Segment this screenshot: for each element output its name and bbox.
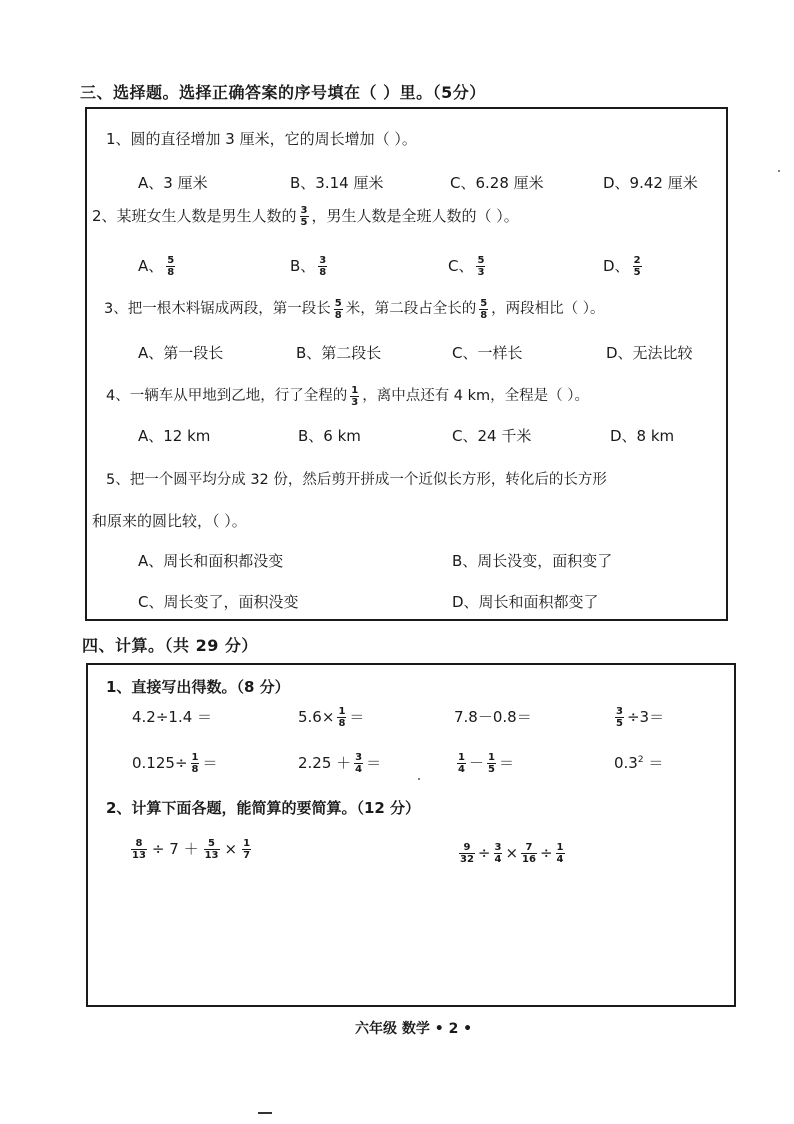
q4-option-a: A、12 km <box>138 427 211 445</box>
calc-a: 4.2÷1.4 ＝ <box>132 708 213 726</box>
expr-2: $\frac{9}{32}$ ÷ $\frac{3}{4}$ × $\frac{7}{16}$ ÷ $\frac{1}{4}$ <box>460 842 564 865</box>
page-footer: 六年级 数学 • 2 • <box>355 1021 473 1037</box>
q5-line2: 和原来的圆比较，（ ）。 <box>92 512 247 530</box>
section4-title: 四、计算。（共 29 分） <box>82 636 258 655</box>
q5-option-c: C、周长变了，面积没变 <box>138 593 299 611</box>
q2-option-a: A、 $\frac{5}{8}$ <box>138 255 175 278</box>
q2-option-c: C、 $\frac{5}{3}$ <box>448 255 485 278</box>
q4-option-c: C、24 千米 <box>452 427 532 445</box>
q3-option-c: C、一样长 <box>452 344 523 362</box>
part2-title: 2、计算下面各题，能简算的要简算。（12 分） <box>106 799 421 817</box>
calc-f: 2.25 ＋ $\frac{3}{4}$ ＝ <box>298 752 382 775</box>
q3-option-b: B、第二段长 <box>296 344 382 362</box>
q4-text: 4、一辆车从甲地到乙地，行了全程的 $\frac{1}{3}$ ，离中点还有 4 km，全程是（ ）。 <box>106 384 590 408</box>
calc-d: $\frac{3}{5}$ ÷3＝ <box>616 706 665 729</box>
calc-g: $\frac{1}{4}$ － $\frac{1}{5}$ ＝ <box>458 752 514 775</box>
q2-fraction: $\frac{3}{5}$ <box>300 205 308 228</box>
q4-option-b: B、6 km <box>298 427 361 445</box>
q5-option-a: A、周长和面积都没变 <box>138 552 284 570</box>
q4-option-d: D、8 km <box>610 427 675 445</box>
scan-speck <box>778 170 780 172</box>
q3-text: 3、把一根木料锯成两段，第一段长 $\frac{5}{8}$ 米，第二段占全长的 $\frac{5}{8}$ ，两段相比（ ）。 <box>104 297 605 321</box>
q1-option-a: A、3 厘米 <box>138 174 208 192</box>
calc-e: 0.125÷ $\frac{1}{8}$ ＝ <box>132 752 218 775</box>
q2-pre: 2、某班女生人数是男生人数的 <box>92 207 297 225</box>
q3-option-d: D、无法比较 <box>606 344 693 362</box>
q2-text <box>92 205 519 228</box>
q3-option-a: A、第一段长 <box>138 344 224 362</box>
scan-mark <box>258 1112 272 1114</box>
q2-post: ，男生人数是全班人数的（ ）。 <box>311 207 519 225</box>
q1-option-c: C、6.28 厘米 <box>450 174 544 192</box>
q5-line1: 5、把一个圆平均分成 32 份，然后剪开拼成一个近似长方形，转化后的长方形 <box>106 472 607 488</box>
scan-speck <box>418 778 420 780</box>
q1-text: 1、圆的直径增加 3 厘米，它的周长增加（ ）。 <box>106 130 417 148</box>
q5-option-b: B、周长没变，面积变了 <box>452 552 613 570</box>
section3-title: 三、选择题。选择正确答案的序号填在（ ）里。（5分） <box>80 83 486 102</box>
q2-option-d: D、 $\frac{2}{5}$ <box>603 255 641 278</box>
q1-option-b: B、3.14 厘米 <box>290 174 384 192</box>
q1-option-d: D、9.42 厘米 <box>603 174 698 192</box>
expr-1: $\frac{8}{13}$ ÷ 7 ＋ $\frac{5}{13}$ × $\frac{1}{7}$ <box>132 838 251 861</box>
calc-b: 5.6× $\frac{1}{8}$ ＝ <box>298 706 365 729</box>
calc-h: $0.3^2$ ＝ <box>614 754 664 772</box>
part1-title: 1、直接写出得数。（8 分） <box>106 678 290 696</box>
calc-c: 7.8－0.8＝ <box>454 708 532 726</box>
q2-option-b: B、 $\frac{3}{8}$ <box>290 255 327 278</box>
q5-option-d: D、周长和面积都变了 <box>452 593 599 611</box>
